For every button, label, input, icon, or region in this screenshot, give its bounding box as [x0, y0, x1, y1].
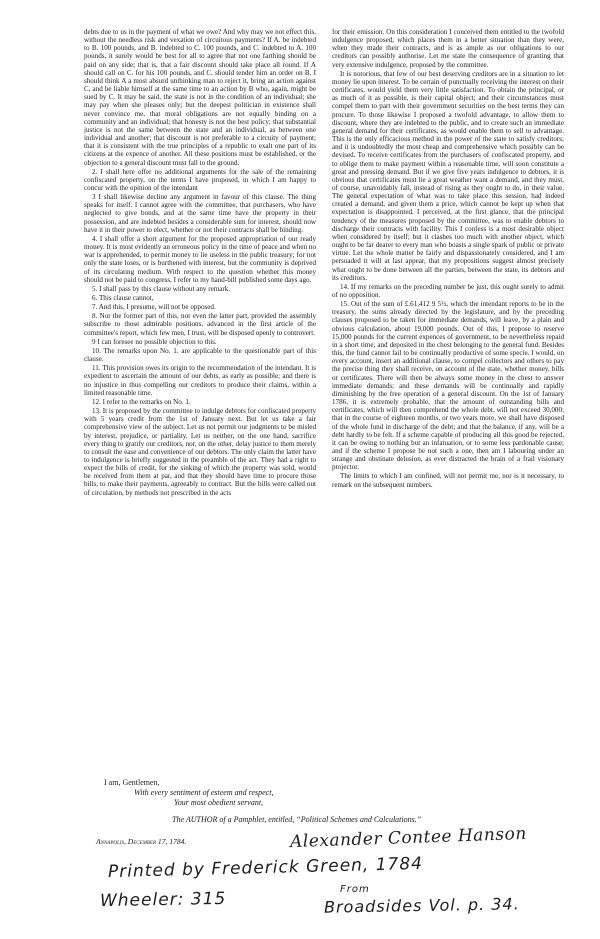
paragraph: 7. And this, I presume, will not be opposed. [92, 303, 216, 312]
servant-line: Your most obedient servant, [174, 798, 264, 807]
paragraph: It is notorious, that few of our best deserving creditors are in a situation to let money lie upon interest. To be certain of punctually receiving the interest on their certificates, would yield them very little satisfaction. To obtain the principal, or as much of it as possible, is their capital object; and their circumstances must compel them to part with their government securities on the best terms they can procure. To those likewise I proposed a twofold advantage, to allow them to discount, where they are indebted to the public, and to create such an immediate general demand for their certificates, as would enable them to sell to advantage. This is the only efficacious method in the power of the state to satisfy creditors; and it is undoubtedly the most cheap and comprehensive which possibly can be devised. To receive certificates from the purchasers of confiscated property, and to oblige them to make payment within a reasonable time, will soon constitute a great and pressing demand. But if we give five years indulgence to debtors, it is obvious that certificates must lie a great weather want a demand, and they must, of course, unavoidably fall, instead of rising as they ought to do, in their value. The general expectation of what was to take place this session, had indeed created a demand, and given them a price, which cannot be kept up when that expectation is disappointed. I perceived, at the first glance, that the principal tendency of the measures proposed by the committee, was to enable debtors to discharge their contracts with facility. This I confess is a most desirable object when considered by itself; but it clashes too much with another object, which ought to be far dearer to every man who boasts a single spark of public or private virtue. Let the whole matter be fairly and dispassionately considered, and I am persuaded it will at last appear, that my propositions suggest almost precisely what ought to be done between all the parties, between the state, its debtors and its creditors. [332, 69, 564, 282]
text-columns [84, 28, 564, 770]
salutation: I am, Gentlemen, [104, 778, 160, 787]
paragraph: 10. The remarks upon No. 1. are applicable to the questionable part of this clause. [84, 346, 316, 364]
paragraph: 11. This provision owes its origin to the recommendation of the intendant. It is expedient to ascertain the amount of our debts, as early as possible; and there is no injustice in thus compelling our creditors to produce their claims, within a limited reasonable time. [84, 364, 316, 397]
right-column [332, 28, 564, 770]
paragraph: 9 I can foresee no possible objection to this. [92, 337, 217, 346]
paragraph: 13. It is proposed by the committee to indulge debtors for confiscated property with 5 years credit from the 1st of January next. But let us take a fair comprehensive view of the subject. Let us not permit our judgments to be misled by interest, prejudice, or partiality. Let us neither, on the one hand, sacrifice every thing to gratify our creditors, nor, on the other, delay justice to them merely to consult the ease and convenience of our debtors. The only claim the latter have to indulgence is briefly suggested in the preamble of the act. They had a right to expect the bills of credit, for the sinking of which the property was sold, would be received from them at par, and that they should have time to procure those bills, to make their payments, agreeably to contract. But the bills were called out of circulation, by methods not prescribed in the acts [84, 407, 316, 497]
paragraph: 14. If my remarks on the preceding number be just, this ought surely to admit of no opposition. [332, 282, 564, 299]
paragraph: 15. Out of the sum of £.61,412 9 5½, which the intendant reports to be in the treasury, the sums already directed by the legislature, and by the preceding clauses proposed to be taken for immediate demands, will leave, by a plain and obvious calculation, about 19,000 pounds. Out of this, I propose to reserve 15,000 pounds for the current expences of government, to be nevertheless repaid in a short time, and deposited in the chest belonging to the general fund. Besides this, the fund cannot fail to be continually productive of some specie. I would, on every account, insert an additional clause, to compel collectors and others to pay the precise thing they shall receive, on account of the state, whether money, bills or certificates. There will then be always some money in the chest to answer immediate demands; and these demands will be continually and rapidly diminishing by the free operation of a general discount. On the 1st of January 1786, it is extremely probable, that the amount of outstanding bills and certificates, which will then comprehend the whole debt, will not exceed 30,000; that in the course of eighteen months, or two years more, we shall have disposed of the whole fund in discharge of the debt; and that the balance, if any, will be a debt hardly to be felt. If a scheme capable of producing all this good be rejected, it can be owing to nothing but an infatuation, or to some less pardonable cause; and if the scheme I propose be not such a one, then am I labouring under an strange and obstinate delusion, as ever distracted the brain of a frail visionary projector. [332, 300, 564, 472]
paragraph: debts due to us in the payment of what we owe? And why may we not effect this, without the needless risk and vexation of circuitous payments? If A. be indebted to B. 100 pounds, and B. indebted to C. 100 pounds, and C. indebted to A. 100 pounds, it surely would be best for all to agree that not one farthing should be paid on any side; that is, that a fair discount should take place all round. If A should call on C. for his 100 pounds, and C. should tender him an order on B. I should think A a most absurd unthinking man to reject it, bring an action against C, and be liable himself at the same time to an action by B who, again, might be sued by C. It may be said, the state is not in the condition of an individual; she may pay when she pleases only; but the deepest politician in existence shall never convince me, that moral obligations are not equally binding on a community and an individual; that honesty is not the best policy; that substantial justice is not the same between the state and an individual, as between one individual and another; that discount is not preferable to a circuity of payment; that it is consistent with the true principles of a republic to exalt one part of its citizens at the expence of another. All these positions must be established, or the objection to a general discount must fall to the ground. [84, 28, 316, 167]
paragraph: 2. I shall here offer no additional arguments for the sale of the remaining confiscated property, on the terms I have proposed, in which I am happy to concur with the opinion of the intendant [84, 167, 316, 192]
author-line: The AUTHOR of a Pamphlet, entitled, “Political Schemes and Calculations.” [172, 815, 422, 824]
paragraph: 8. Nor the former part of this, nor even the latter part, provided the assembly subscribe to those admirable positions, advanced in the first article of the committee's report, which few men, I trust, will be disposed openly to controvert. [84, 312, 316, 337]
paragraph: for their emission. On this consideration I conceived them entitled to the twofold indulgence proposed, which places them in a better situation than they were, when they made their contracts, and is as ample as our obligations to our creditors can possibly authorise. Let me state the consequence of granting that very extensive indulgence, proposed by the committee. [332, 28, 564, 69]
paragraph: 12. I refer to the remarks on No. 1. [92, 397, 191, 406]
paragraph: 5. I shall pass by this clause without any remark. [92, 284, 231, 293]
left-column [84, 28, 316, 770]
paragraph: 3 I shall likewise decline any argument in favour of this clause. The thing speaks for itself. I cannot agree with the committee, that purchasers, who have neglected to give bonds, and at the same time have the property in their possession, and are indebted besides a considerable sum for interest, should now have it in their power to elect, whether or not their contracts shall be binding. [84, 193, 316, 234]
handwritten-catalog-ref: Wheeler: 315 [99, 888, 227, 912]
handwritten-printer-note: Printed by Frederick Green, 1784 [107, 853, 424, 883]
handwritten-source-ref: Broadsides Vol. p. 34. [323, 894, 520, 917]
handwritten-signature: Alexander Contee Hanson [289, 823, 528, 853]
paragraph: The limits to which I am confined, will not permit me, nor is it necessary, to remark on the subsequent numbers. [332, 472, 564, 489]
closing-block [84, 778, 564, 808]
handwritten-from-label: From [340, 884, 370, 895]
paragraph: 6. This clause cannot, [92, 294, 154, 302]
sentiment: With every sentiment of esteem and respect, [134, 788, 274, 797]
paragraph: 4. I shall offer a short argument for the proposed appropriation of our ready money. It is most evidently an erroneous policy in the time of peace and when no war is apprehended, to permit money to lie useless in the public treasury; for not only the state loses, or is burthened with interest, but the community is deprived of its circulating medium. With respect to the question whether this money should not be paid to congress, I refer to my hand-bill published some days ago. [84, 234, 316, 284]
dateline: Annapolis, December 17, 1784. [96, 837, 187, 846]
